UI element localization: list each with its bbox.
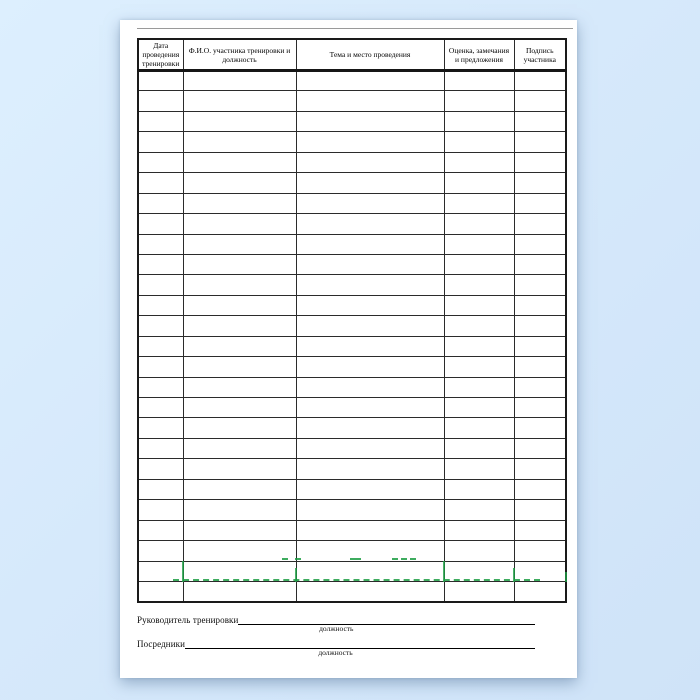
empty-cell — [138, 234, 183, 254]
empty-cell — [514, 316, 566, 336]
empty-cell — [138, 459, 183, 479]
empty-cell — [138, 275, 183, 295]
empty-cell — [444, 398, 514, 418]
column-header-participant: Ф.И.О. участника тренировки и должность — [183, 39, 296, 71]
empty-cell — [514, 234, 566, 254]
empty-cell — [514, 398, 566, 418]
table-row — [138, 357, 566, 377]
header-rule — [137, 28, 573, 29]
mediators-signature-line — [185, 636, 535, 657]
training-log-table — [137, 38, 567, 603]
empty-cell — [183, 295, 296, 315]
empty-cell — [296, 438, 444, 458]
empty-cell — [183, 214, 296, 234]
empty-cell — [183, 193, 296, 213]
green-artifact-tick — [565, 572, 567, 582]
table-row — [138, 398, 566, 418]
empty-cell — [183, 316, 296, 336]
empty-cell — [138, 438, 183, 458]
empty-cell — [296, 71, 444, 91]
leader-position-caption: должность — [319, 624, 354, 633]
empty-cell — [138, 520, 183, 540]
table-row — [138, 581, 566, 601]
empty-cell — [444, 316, 514, 336]
empty-cell — [444, 500, 514, 520]
signature-block — [137, 612, 535, 657]
empty-cell — [138, 111, 183, 131]
empty-cell — [296, 132, 444, 152]
empty-cell — [296, 173, 444, 193]
empty-cell — [138, 377, 183, 397]
empty-cell — [296, 377, 444, 397]
empty-cell — [296, 541, 444, 561]
empty-cell — [514, 581, 566, 601]
empty-cell — [296, 275, 444, 295]
empty-cell — [183, 357, 296, 377]
empty-cell — [138, 398, 183, 418]
empty-cell — [183, 541, 296, 561]
empty-cell — [138, 541, 183, 561]
empty-cell — [183, 91, 296, 111]
empty-cell — [138, 500, 183, 520]
empty-cell — [296, 336, 444, 356]
green-artifact-dash — [173, 579, 540, 581]
table-row — [138, 71, 566, 91]
table-row — [138, 336, 566, 356]
empty-cell — [296, 316, 444, 336]
column-header-topic: Тема и место проведения — [296, 39, 444, 71]
column-header-date: Дата проведения тренировки — [138, 39, 183, 71]
empty-cell — [183, 500, 296, 520]
empty-cell — [138, 295, 183, 315]
empty-cell — [514, 275, 566, 295]
table-row — [138, 295, 566, 315]
empty-cell — [444, 418, 514, 438]
table-row — [138, 459, 566, 479]
mediators-label: Посредники — [137, 639, 185, 649]
empty-cell — [183, 581, 296, 601]
empty-cell — [183, 173, 296, 193]
green-artifact-dash — [392, 558, 416, 560]
empty-cell — [444, 173, 514, 193]
empty-cell — [138, 214, 183, 234]
empty-cell — [514, 91, 566, 111]
empty-cell — [296, 500, 444, 520]
empty-cell — [444, 275, 514, 295]
empty-cell — [444, 132, 514, 152]
empty-cell — [514, 214, 566, 234]
empty-cell — [444, 295, 514, 315]
empty-cell — [444, 520, 514, 540]
empty-cell — [444, 91, 514, 111]
empty-cell — [183, 438, 296, 458]
empty-cell — [444, 214, 514, 234]
empty-cell — [444, 581, 514, 601]
empty-cell — [296, 193, 444, 213]
empty-cell — [444, 234, 514, 254]
empty-cell — [444, 459, 514, 479]
empty-cell — [514, 71, 566, 91]
document-page — [120, 20, 577, 678]
table-row — [138, 377, 566, 397]
empty-cell — [296, 418, 444, 438]
empty-cell — [183, 71, 296, 91]
empty-cell — [444, 357, 514, 377]
table-body — [138, 71, 566, 602]
empty-cell — [444, 152, 514, 172]
table-header-row — [138, 39, 566, 71]
table-row — [138, 438, 566, 458]
empty-cell — [514, 418, 566, 438]
column-header-evaluation: Оценка, замечания и предложения — [444, 39, 514, 71]
empty-cell — [183, 132, 296, 152]
empty-cell — [138, 71, 183, 91]
empty-cell — [514, 132, 566, 152]
table-row — [138, 193, 566, 213]
empty-cell — [444, 541, 514, 561]
empty-cell — [296, 214, 444, 234]
empty-cell — [444, 479, 514, 499]
empty-cell — [138, 173, 183, 193]
empty-cell — [296, 581, 444, 601]
empty-cell — [514, 336, 566, 356]
empty-cell — [183, 418, 296, 438]
leader-signature-line — [238, 612, 535, 633]
green-artifact-tick — [443, 561, 445, 582]
empty-cell — [296, 479, 444, 499]
empty-cell — [444, 111, 514, 131]
table-row — [138, 500, 566, 520]
empty-cell — [514, 541, 566, 561]
table-row — [138, 275, 566, 295]
column-header-signature: Подпись участника — [514, 39, 566, 71]
empty-cell — [183, 336, 296, 356]
empty-cell — [444, 438, 514, 458]
table-row — [138, 111, 566, 131]
table-row — [138, 214, 566, 234]
empty-cell — [183, 234, 296, 254]
empty-cell — [296, 357, 444, 377]
empty-cell — [138, 479, 183, 499]
empty-cell — [514, 479, 566, 499]
empty-cell — [444, 254, 514, 274]
empty-cell — [138, 193, 183, 213]
empty-cell — [514, 459, 566, 479]
empty-cell — [183, 275, 296, 295]
empty-cell — [138, 254, 183, 274]
empty-cell — [514, 111, 566, 131]
green-artifact-tick — [182, 561, 184, 582]
table-row — [138, 173, 566, 193]
table-row — [138, 418, 566, 438]
empty-cell — [183, 254, 296, 274]
green-artifact-dash — [282, 558, 301, 560]
empty-cell — [296, 91, 444, 111]
empty-cell — [514, 295, 566, 315]
empty-cell — [514, 377, 566, 397]
table-row — [138, 479, 566, 499]
empty-cell — [514, 193, 566, 213]
green-artifact-tick — [513, 568, 515, 582]
mediators-position-caption: должность — [318, 648, 353, 657]
leader-label: Руководитель тренировки — [137, 615, 239, 625]
empty-cell — [444, 336, 514, 356]
empty-cell — [296, 111, 444, 131]
empty-cell — [514, 152, 566, 172]
empty-cell — [514, 500, 566, 520]
empty-cell — [183, 459, 296, 479]
empty-cell — [183, 377, 296, 397]
empty-cell — [138, 336, 183, 356]
empty-cell — [444, 71, 514, 91]
empty-cell — [183, 398, 296, 418]
empty-cell — [296, 295, 444, 315]
empty-cell — [138, 581, 183, 601]
empty-cell — [514, 254, 566, 274]
empty-cell — [138, 91, 183, 111]
empty-cell — [296, 234, 444, 254]
empty-cell — [514, 173, 566, 193]
empty-cell — [296, 398, 444, 418]
empty-cell — [138, 357, 183, 377]
signature-row-leader — [137, 612, 535, 633]
empty-cell — [183, 111, 296, 131]
table-row — [138, 91, 566, 111]
empty-cell — [138, 418, 183, 438]
empty-cell — [183, 520, 296, 540]
empty-cell — [296, 254, 444, 274]
empty-cell — [514, 520, 566, 540]
empty-cell — [183, 479, 296, 499]
empty-cell — [138, 316, 183, 336]
table-row — [138, 234, 566, 254]
empty-cell — [183, 152, 296, 172]
table-row — [138, 520, 566, 540]
signature-row-mediators — [137, 636, 535, 657]
empty-cell — [444, 193, 514, 213]
empty-cell — [296, 459, 444, 479]
empty-cell — [444, 377, 514, 397]
empty-cell — [296, 520, 444, 540]
green-artifact-dash — [350, 558, 361, 560]
table-row — [138, 152, 566, 172]
green-artifact-tick — [295, 568, 297, 582]
table-row — [138, 254, 566, 274]
empty-cell — [296, 152, 444, 172]
table-row — [138, 132, 566, 152]
empty-cell — [514, 438, 566, 458]
empty-cell — [514, 357, 566, 377]
empty-cell — [138, 132, 183, 152]
table-row — [138, 316, 566, 336]
empty-cell — [138, 152, 183, 172]
